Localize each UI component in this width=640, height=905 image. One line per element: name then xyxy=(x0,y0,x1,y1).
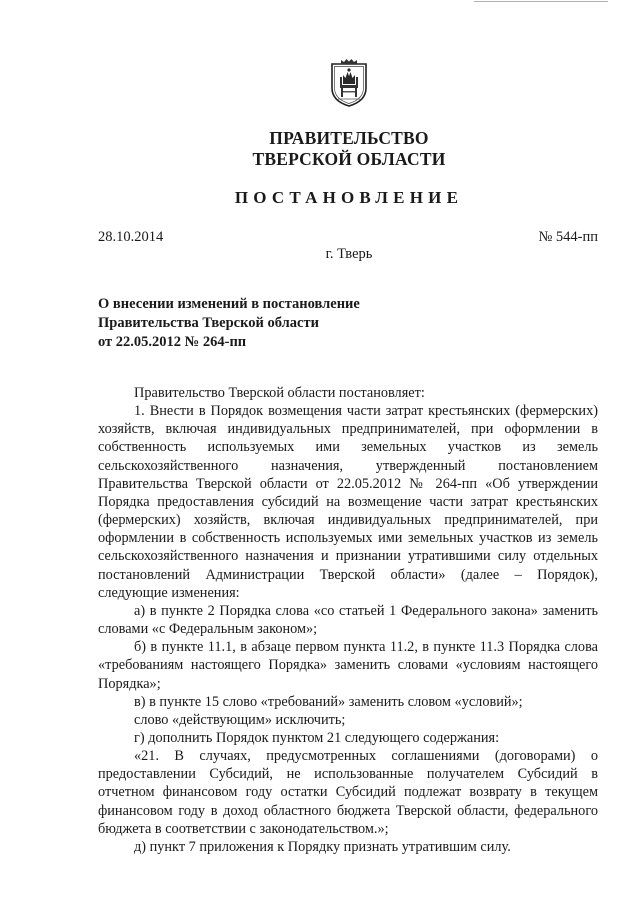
tver-coat-of-arms-icon xyxy=(329,58,369,108)
body-item-g: г) дополнить Порядок пунктом 21 следующего содержания: xyxy=(134,729,500,746)
body-intro: Правительство Тверской области постановляет: xyxy=(134,385,425,401)
top-rule xyxy=(474,1,608,2)
subject-line-2: Правительства Тверской области xyxy=(98,315,319,331)
body-item-v-continued: слово «действующим» исключить; xyxy=(134,711,346,728)
document-number: № 544-пп xyxy=(538,229,598,245)
document-date: 28.10.2014 xyxy=(98,229,164,245)
body-quoted-point-21: «21. В случаях, предусмотренных соглашениями (договорами) о предоставлении Субсидий, не использованные получателем Субсидий в отчетном финансовом году остатки Субсидий подлежат возврату в текущем финансовом году в доход областного бюджета Тверской области, федерального бюджета в соответствии с законодательством.»; xyxy=(98,748,598,837)
authority-line-1: ПРАВИТЕЛЬСТВО xyxy=(269,128,429,148)
body-paragraph-1: 1. Внести в Порядок возмещения части затрат крестьянских (фермерских) хозяйств, включая индивидуальных предпринимателей, при оформлении в собственность используемых ими земельных участков из земель сельскохозяйственного назначения, утвержденный постановлением Правительства Тверской области от 22.05.2012 № 264-пп «Об утверждении Порядка предоставления субсидий на возмещение части затрат крестьянских (фермерских) хозяйств, включая индивидуальных предпринимателей, при оформлении в собственность используемых ими земельных участков из земель сельскохозяйственного назначения и признании утратившими силу отдельных постановлений Администрации Тверской области» (далее – Порядок), следующие изменения: xyxy=(98,403,598,601)
subject-line-3: от 22.05.2012 № 264-пп xyxy=(98,334,247,350)
subject-line-1: О внесении изменений в постановление xyxy=(98,296,360,312)
document-subject xyxy=(98,295,360,352)
body-item-v: в) в пункте 15 слово «требований» заменить словом «условий»; xyxy=(134,693,523,710)
document-city: г. Тверь xyxy=(325,246,373,262)
body-item-a: а) в пункте 2 Порядка слова «со статьей 1 Федерального закона» заменить словами «с Федеральным законом»; xyxy=(98,602,598,638)
body-item-b: б) в пункте 11.1, в абзаце первом пункта 11.2, в пункте 11.3 Порядка слова «требованиям настоящего Порядка» заменить словами «условиям настоящего Порядка»; xyxy=(98,639,598,692)
document-type: ПОСТАНОВЛЕНИЕ xyxy=(234,188,464,207)
issuing-authority xyxy=(0,128,640,170)
body-item-d: д) пункт 7 приложения к Порядку признать утратившим силу. xyxy=(134,838,511,855)
authority-line-2: ТВЕРСКОЙ ОБЛАСТИ xyxy=(252,149,446,169)
document-body xyxy=(98,384,598,856)
